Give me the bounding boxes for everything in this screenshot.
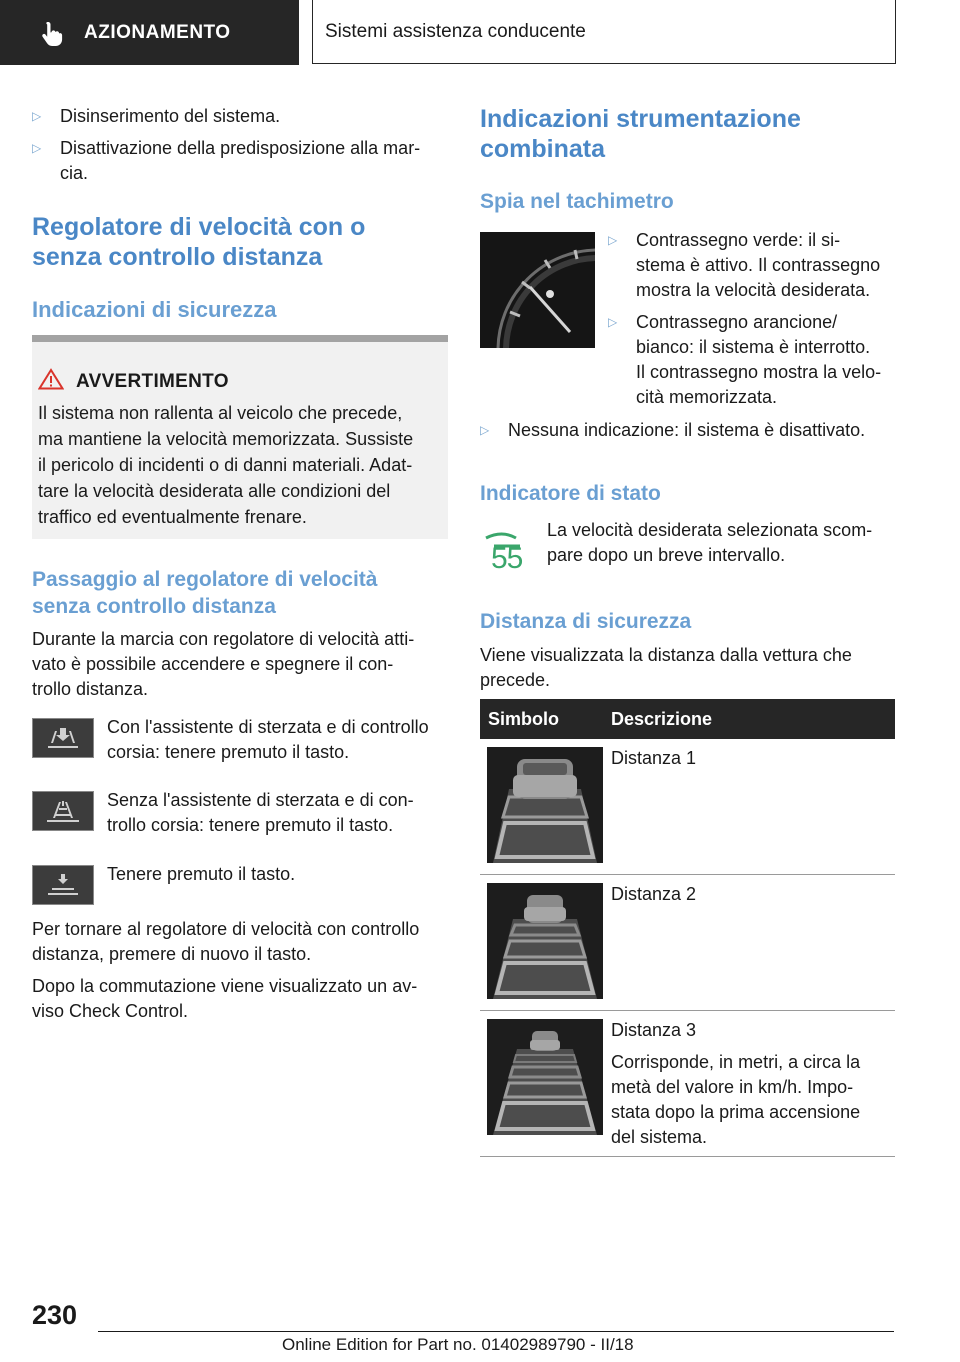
page-number: 230: [32, 1300, 78, 1330]
subsection-heading: Spia nel tachimetro: [480, 190, 674, 213]
paragraph: Dopo la commutazione viene visualizzato un av- viso Check Control.: [32, 976, 418, 1021]
warning-box: [32, 335, 448, 539]
distance-button-image: [32, 865, 94, 905]
warning-title: AVVERTIMENTO: [76, 370, 229, 392]
bullet-triangle-icon: ▷: [608, 233, 618, 247]
button-description: Con l'assistente di sterzata e di controllo corsia: tenere premuto il tasto.: [107, 717, 429, 762]
distance-title: Distanza 2: [611, 884, 697, 904]
hand-pointer-icon: [38, 19, 66, 47]
paragraph: Per tornare al regolatore di velocità con controllo distanza, premere di nuovo il tasto.: [32, 919, 420, 964]
distance-title: Distanza 1: [611, 748, 697, 768]
speed-status-icon: 55: [482, 528, 532, 576]
list-item: ▷ Contrassegno arancione/ bianco: il sistema è interrotto. Il contrassegno mostra la velo- cità memorizzata.: [608, 310, 881, 410]
subsection-heading: Passaggio al regolatore di velocità senza controllo distanza: [32, 568, 378, 618]
distance-1-image: [487, 747, 603, 863]
bullet-triangle-icon: ▷: [32, 109, 42, 123]
chapter-title: Sistemi assistenza conducente: [325, 20, 586, 42]
list-item: ▷ Disattivazione della predisposizione alla mar- cia.: [32, 136, 420, 186]
status-description: La velocità desiderata selezionata scom- pare dopo un breve intervallo.: [547, 520, 873, 565]
chapter-tab[interactable]: [312, 0, 896, 64]
section-heading: Regolatore di velocità con o senza controllo distanza: [32, 213, 366, 271]
list-item: ▷ Nessuna indicazione: il sistema è disattivato.: [480, 418, 865, 443]
distance-3-image: [487, 1019, 603, 1135]
subsection-heading: Distanza di sicurezza: [480, 610, 692, 633]
column-header-description: Descrizione: [611, 709, 713, 729]
warning-triangle-icon: [38, 368, 64, 395]
list-item: ▷ Disinserimento del sistema.: [32, 104, 280, 129]
distance-intro: Viene visualizzata la distanza dalla vettura che precede.: [480, 645, 852, 690]
list-item: ▷ Contrassegno verde: il si- stema è attivo. Il contrassegno mostra la velocità desiderata.: [608, 228, 880, 303]
button-description: Tenere premuto il tasto.: [107, 864, 296, 884]
table-header: [480, 699, 895, 739]
speedometer-image: [480, 232, 595, 348]
button-description: Senza l'assistente di sterzata e di con- trollo corsia: tenere premuto il tasto.: [107, 790, 414, 835]
column-header-symbol: Simbolo: [488, 709, 559, 729]
acc-no-steering-button-image: [32, 791, 94, 831]
intro-paragraph: Durante la marcia con regolatore di velocità atti- vato è possibile accendere e spegnere il con- trollo distanza.: [32, 629, 415, 699]
bullet-triangle-icon: ▷: [608, 315, 618, 329]
warning-text: Il sistema non rallenta al veicolo che precede, ma mantiene la velocità memorizzata. Sussiste il pericolo di incidenti o di danni materiali. Adat- tare la velocità desiderata alle condizioni del traffico ed eventualmente frenare.: [38, 403, 414, 527]
bullet-triangle-icon: ▷: [32, 141, 42, 155]
subsection-heading: Indicatore di stato: [480, 482, 661, 505]
acc-steering-button-image: [32, 718, 94, 758]
section-title: AZIONAMENTO: [84, 21, 231, 43]
distance-description: Distanza 3 Corrisponde, in metri, a circa la metà del valore in km/h. Impo- stata dopo la prima accensione del sistema.: [611, 1020, 861, 1147]
edition-footer: Online Edition for Part no. 01402989790 - II/18: [282, 1335, 634, 1354]
section-tab[interactable]: [0, 0, 299, 65]
distance-2-image: [487, 883, 603, 999]
bullet-triangle-icon: ▷: [480, 423, 490, 437]
section-heading: Indicazioni strumentazione combinata: [480, 105, 801, 163]
subsection-heading: Indicazioni di sicurezza: [32, 297, 277, 322]
